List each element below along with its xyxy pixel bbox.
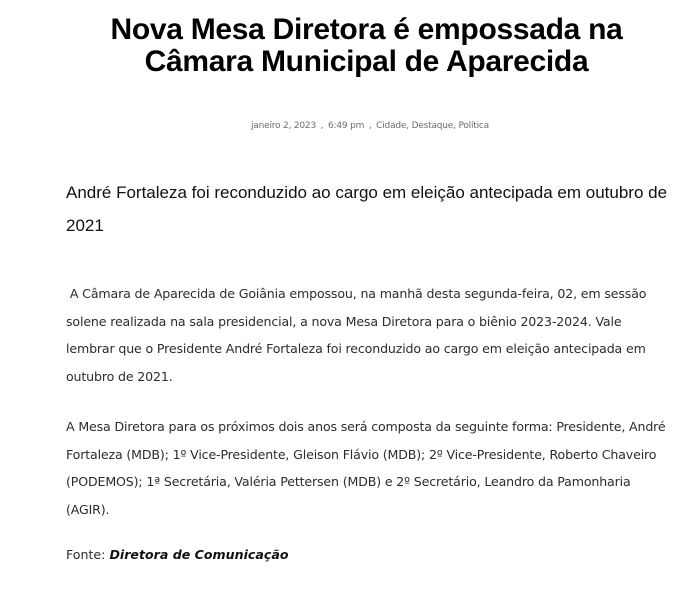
post-time: 6:49 pm	[328, 121, 365, 131]
source-name: Diretora de Comunicação	[109, 547, 289, 562]
article-source	[66, 547, 289, 562]
article-title-line-2: Câmara Municipal de Aparecida	[144, 45, 589, 78]
category-link-cidade[interactable]: Cidade	[376, 121, 407, 131]
post-date: janeiro 2, 2023	[251, 121, 316, 131]
article-title	[20, 14, 693, 78]
article-subtitle: André Fortaleza foi reconduzido ao cargo em eleição antecipada em outubro de 2021	[66, 183, 668, 235]
article-paragraph-2: A Mesa Diretora para os próximos dois anos será composta da seguinte forma: Presidente, André Fortaleza (MDB); 1º Vice-Presidente, Gleison Flávio (MDB); 2º Vice-Presidente, Roberto Chaveiro (PODEMOS); 1ª Secretária, Valéria Pettersen (MDB) e 2º Secretário, Leandro da Pamonharia (AGIR).	[66, 419, 666, 517]
article-title-line-1: Nova Mesa Diretora é empossada na	[110, 13, 623, 46]
article-paragraph-1: A Câmara de Aparecida de Goiânia empossou, na manhã desta segunda-feira, 02, em sessão solene realizada na sala presidencial, a nova Mesa Diretora para o biênio 2023-2024. Vale lembrar que o Presidente André Fortaleza foi reconduzido ao cargo em eleição antecipada em outubro de 2021.	[66, 286, 651, 384]
category-link-destaque[interactable]: Destaque	[411, 121, 454, 131]
article-meta: janeiro 2, 2023 , 6:49 pm , Cidade, Destaque, Política	[251, 121, 489, 131]
source-label: Fonte:	[66, 547, 106, 562]
category-link-politica[interactable]: Política	[458, 121, 489, 131]
